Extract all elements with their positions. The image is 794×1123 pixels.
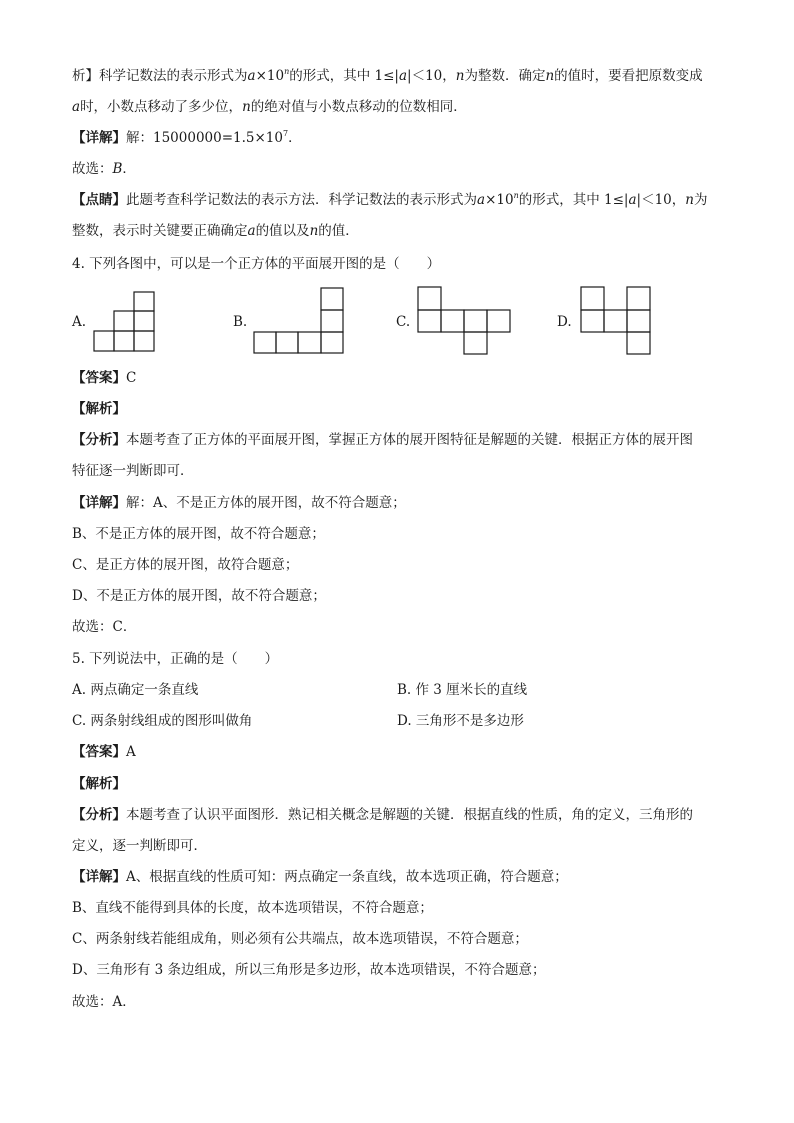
analysis-tag: 【分析】: [72, 807, 126, 823]
net-square: [134, 331, 154, 351]
text: 的形式，其中 1≤|: [289, 68, 399, 84]
prev-analysis-line-1: [72, 67, 703, 85]
text: 为: [693, 192, 708, 208]
net-square: [114, 311, 134, 331]
text: 整数，表示时关键要正确确定: [72, 223, 248, 239]
text: 析】科学记数法的表示形式为: [72, 68, 248, 84]
analysis-tag: 【分析】: [72, 432, 126, 448]
net-square: [604, 310, 627, 332]
q4-detail-b: B、不是正方体的展开图，故不符合题意；: [72, 526, 325, 542]
text: ．: [122, 161, 136, 177]
q5-option-c: C. 两条射线组成的图形叫做角: [72, 713, 253, 729]
q5-detail-b: B、直线不能得到具体的长度，故本选项错误，不符合题意；: [72, 900, 433, 916]
text: ×10: [255, 68, 285, 84]
text: |＜10，: [636, 192, 686, 208]
net-square: [114, 331, 134, 351]
net-square: [321, 288, 343, 310]
q4-analysis-line-1: [72, 431, 693, 449]
exp: 7: [282, 129, 289, 138]
q4-jiexi: 【解析】: [72, 401, 126, 417]
var-n: n: [685, 192, 694, 208]
detail-tag: 【详解】: [72, 495, 126, 511]
net-square: [464, 332, 487, 354]
answer: B: [112, 161, 123, 177]
q4-detail-c: C、是正方体的展开图，故符合题意；: [72, 557, 299, 573]
var-n: n: [309, 223, 319, 239]
text: 本题考查了认识平面图形．熟记相关概念是解题的关键．根据直线的性质，角的定义，三角形的: [126, 807, 693, 823]
var-a: a: [247, 68, 256, 84]
text: 故选：: [72, 161, 113, 177]
net-square: [134, 292, 154, 311]
prev-comment-line-2: [72, 222, 359, 240]
net-square: [464, 310, 487, 332]
var-a: a: [247, 223, 256, 239]
var-n: n: [545, 68, 555, 84]
q4-analysis-line-2: 特征逐一判断即可．: [72, 463, 194, 479]
text: 此题考查科学记数法的表示方法．科学记数法的表示形式为: [126, 192, 477, 208]
net-square: [298, 332, 321, 353]
q5-option-d: D. 三角形不是多边形: [397, 713, 524, 729]
text: 本题考查了正方体的平面展开图，掌握正方体的展开图特征是解题的关键．根据正方体的展开图: [126, 432, 693, 448]
exp-n: n: [513, 191, 519, 200]
net-square: [418, 287, 441, 310]
net-square: [627, 287, 650, 310]
net-square: [487, 310, 510, 332]
q4-detail-d: D、不是正方体的展开图，故不符合题意；: [72, 588, 326, 604]
text: 的值时，要看把原数变成: [554, 68, 703, 84]
net-square: [276, 332, 298, 353]
answer-value: A: [126, 744, 136, 760]
text: 的值．: [318, 223, 359, 239]
comment-tag: 【点睛】: [72, 192, 126, 208]
var-n: n: [242, 99, 251, 115]
var-a: a: [477, 192, 486, 208]
answer-value: C: [126, 370, 137, 386]
text: 解：15000000=1.5×10: [126, 130, 283, 146]
q4-figure-b: [253, 287, 345, 354]
prev-comment-line-1: [72, 191, 707, 209]
net-square: [254, 332, 276, 353]
q5-answer: [72, 743, 136, 761]
exp-n: n: [284, 67, 290, 76]
net-square: [134, 311, 154, 331]
net-square: [321, 310, 343, 332]
net-square: [94, 331, 114, 351]
prev-analysis-line-2: [72, 98, 467, 116]
q4-answer: [72, 369, 136, 387]
q4-figure-d: [580, 286, 652, 356]
net-square: [627, 310, 650, 332]
q5-choose: 故选：A．: [72, 994, 136, 1010]
q4-choose: 故选：C．: [72, 619, 137, 635]
q5-detail-c: C、两条射线若能组成角，则必须有公共端点，故本选项错误，不符合题意；: [72, 931, 528, 947]
q4-figure-c: [417, 286, 513, 356]
prev-detail: [72, 129, 302, 147]
q4-option-b-label: B.: [233, 314, 248, 330]
var-n: n: [455, 68, 465, 84]
q4-option-a-label: A.: [72, 314, 87, 330]
prev-choose: [72, 160, 136, 178]
q5-analysis-line-1: [72, 806, 693, 824]
q4-stem: 4. 下列各图中，可以是一个正方体的平面展开图的是（ ）: [72, 256, 441, 272]
text: |＜10，: [407, 68, 456, 84]
var-a: a: [72, 99, 81, 115]
detail-tag: 【详解】: [72, 130, 126, 146]
q5-detail-a: [72, 868, 568, 886]
q5-analysis-line-2: 定义，逐一判断即可．: [72, 838, 207, 854]
q5-option-a: A. 两点确定一条直线: [72, 682, 199, 698]
text: ．: [288, 130, 302, 146]
text: 的值以及: [255, 223, 310, 239]
text: 的形式，其中 1≤|: [518, 192, 629, 208]
text: ×10: [485, 192, 514, 208]
q5-stem: 5. 下列说法中，正确的是（ ）: [72, 651, 279, 667]
q5-option-b: B. 作 3 厘米长的直线: [397, 682, 528, 698]
answer-tag: 【答案】: [72, 370, 126, 386]
q5-detail-d: D、三角形有 3 条边组成，所以三角形是多边形，故本选项错误，不符合题意；: [72, 962, 546, 978]
net-square: [441, 310, 464, 332]
net-square: [418, 310, 441, 332]
q4-figure-a: [93, 291, 156, 352]
q4-option-c-label: C.: [396, 314, 411, 330]
var-a: a: [398, 68, 408, 84]
q4-option-d-label: D.: [557, 314, 572, 330]
q5-jiexi: 【解析】: [72, 776, 126, 792]
q4-detail-a: [72, 494, 406, 512]
text: 为整数．确定: [464, 68, 546, 84]
net-square: [581, 310, 604, 332]
text: A、根据直线的性质可知：两点确定一条直线，故本选项正确，符合题意；: [126, 869, 568, 885]
detail-tag: 【详解】: [72, 869, 126, 885]
answer-tag: 【答案】: [72, 744, 126, 760]
text: 解：A、不是正方体的展开图，故不符合题意；: [126, 495, 406, 511]
net-square: [321, 332, 343, 353]
text: 的绝对值与小数点移动的位数相同．: [250, 99, 467, 115]
net-square: [581, 287, 604, 310]
net-square: [627, 332, 650, 354]
text: 时，小数点移动了多少位，: [80, 99, 243, 115]
var-a: a: [628, 192, 637, 208]
